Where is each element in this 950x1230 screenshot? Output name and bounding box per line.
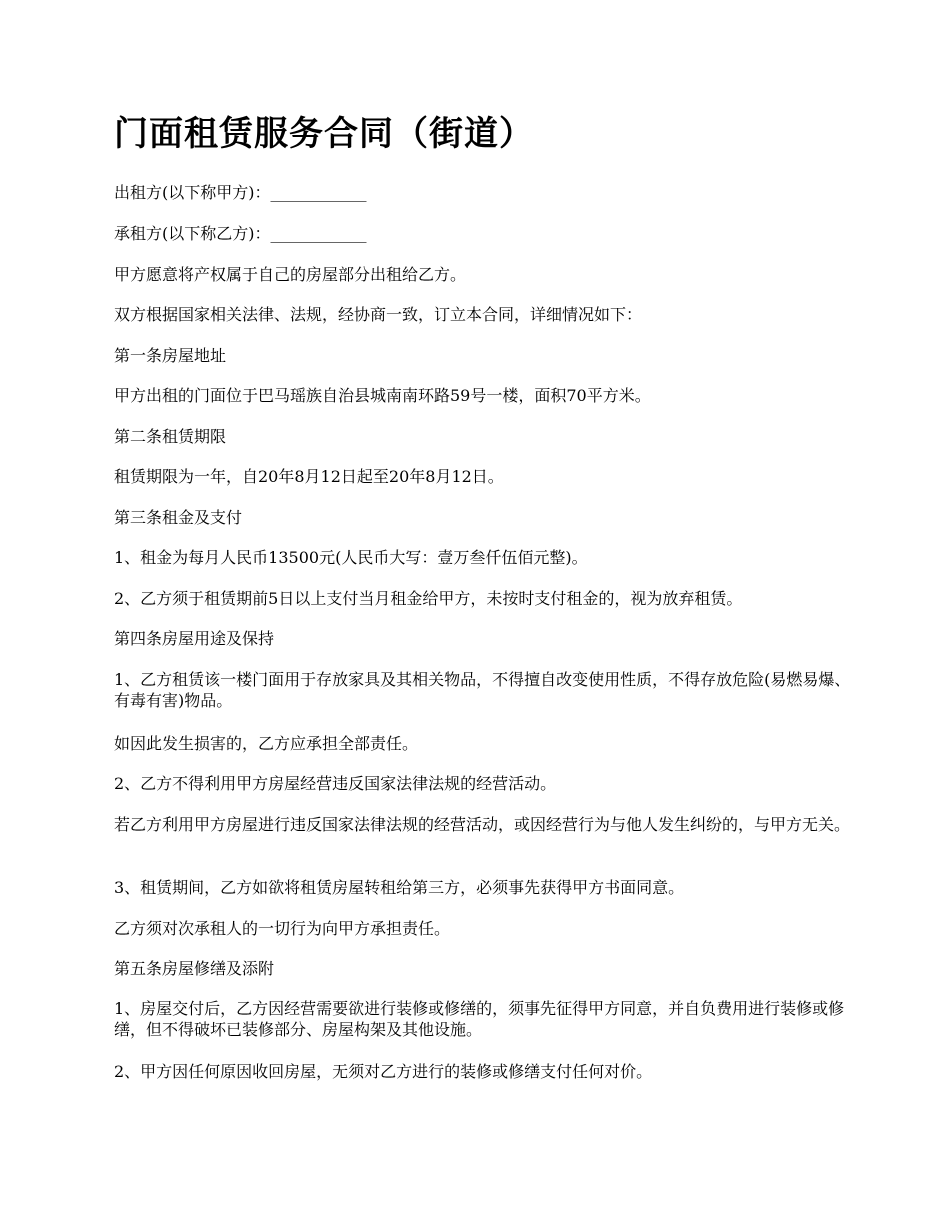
intro-paragraph: 双方根据国家相关法律、法规，经协商一致，订立本合同，详细情况如下： (114, 305, 643, 324)
document-title: 门面租赁服务合同（街道） (114, 114, 534, 154)
article-heading: 第四条房屋用途及保持 (114, 629, 275, 648)
article-paragraph: 租赁期限为一年，自20年8月12日起至20年8月12日。 (114, 467, 504, 486)
article-paragraph: 甲方出租的门面位于巴马瑶族自治县城南南环路59号一楼，面积70平方米。 (114, 386, 651, 405)
article-heading: 第五条房屋修缮及添附 (114, 959, 275, 978)
article-paragraph: 3、租赁期间，乙方如欲将租赁房屋转租给第三方，必须事先获得甲方书面同意。 (114, 878, 685, 897)
article-paragraph: 1、乙方租赁该一楼门面用于存放家具及其相关物品，不得擅自改变使用性质，不得存放危险(易燃易爆、有毒有害)物品。 (114, 670, 851, 710)
intro-paragraph: 甲方愿意将产权属于自己的房屋部分出租给乙方。 (114, 265, 467, 284)
article-paragraph: 乙方须对次承租人的一切行为向甲方承担责任。 (114, 919, 451, 938)
article-paragraph: 2、乙方须于租赁期前5日以上支付当月租金给甲方，未按时支付租金的，视为放弃租赁。 (114, 589, 743, 608)
article-heading: 第三条租金及支付 (114, 508, 243, 527)
article-paragraph: 1、房屋交付后，乙方因经营需要欲进行装修或修缮的，须事先征得甲方同意，并自负费用进行装修或修缮，但不得破坏已装修部分、房屋构架及其他设施。 (114, 999, 845, 1039)
article-paragraph: 2、乙方不得利用甲方房屋经营违反国家法律法规的经营活动。 (114, 774, 557, 793)
article-heading: 第一条房屋地址 (114, 346, 227, 365)
lessee-line: 承租方(以下称乙方)：____________ (114, 224, 367, 243)
article-paragraph: 1、租金为每月人民币13500元(人民币大写：壹万叁仟伍佰元整)。 (114, 548, 588, 567)
article-paragraph: 2、甲方因任何原因收回房屋，无须对乙方进行的装修或修缮支付任何对价。 (114, 1062, 653, 1081)
lessor-line: 出租方(以下称甲方)：____________ (114, 183, 367, 202)
article-paragraph: 如因此发生损害的，乙方应承担全部责任。 (114, 734, 419, 753)
article-paragraph: 若乙方利用甲方房屋进行违反国家法律法规的经营活动，或因经营行为与他人发生纠纷的，与甲方无关。 (114, 815, 851, 834)
article-heading: 第二条租赁期限 (114, 427, 227, 446)
